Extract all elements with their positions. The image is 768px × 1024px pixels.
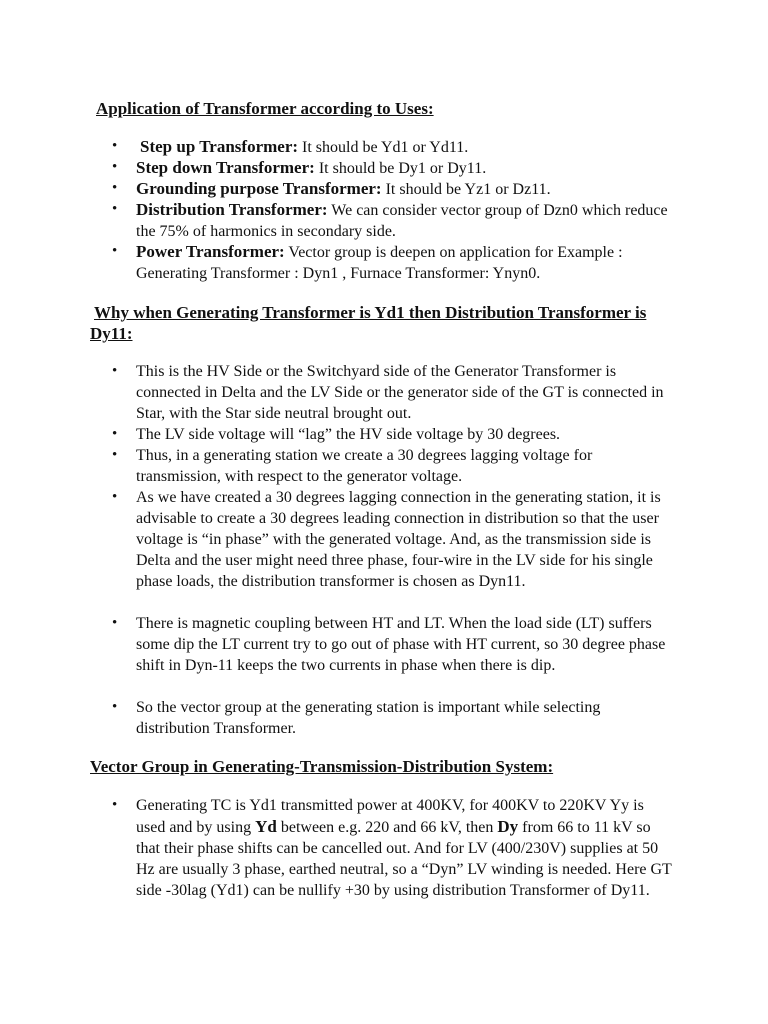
why-list <box>112 361 672 739</box>
list-item <box>112 136 672 157</box>
item-bold: Yd <box>255 817 277 836</box>
list-item <box>112 199 672 241</box>
item-text: Vector group is deepen on application for Example : Generating Transformer : Dyn1 , Furnace Transformer: Ynyn0. <box>136 244 623 282</box>
item-text: It should be Dy1 or Dy11. <box>314 160 487 177</box>
item-label: Power Transformer: <box>136 242 285 261</box>
list-item <box>112 241 672 283</box>
item-text-part: Generating TC is Yd1 transmitted power at 400KV, for 400KV to 220KV Yy is used and by using <box>136 797 644 836</box>
item-label: Grounding purpose Transformer: <box>136 179 382 198</box>
list-item: • This is the HV Side or the Switchyard side of the Generator Transformer is connected in Delta and the LV Side or the generator side of the GT is connected in Star, with the Star side neutral brought out. <box>112 361 672 424</box>
list-item: • As we have created a 30 degrees lagging connection in the generating station, it is advisable to create a 30 degrees leading connection in distribution so that the user voltage is “in phase” with the generated voltage. And, as the transmission side is Delta and the user might need three phase, four-wire in the LV side for his single phase loads, the distribution transformer is chosen as Dyn11. <box>112 487 672 613</box>
list-item <box>112 795 672 901</box>
item-text-part: from 66 to 11 kV so that their phase shifts can be cancelled out. And for LV (400/230V) supplies at 50 Hz are usually 3 phase, earthed neutral, so a “Dyn” LV winding is needed. Here GT side -30lag (Yd1) can be nullify +30 by using distribution Transformer of Dy11. <box>136 819 672 899</box>
applications-list <box>112 136 672 283</box>
item-text: It should be Yd1 or Yd11. <box>298 139 469 156</box>
item-bold: Dy <box>497 817 519 836</box>
list-item <box>112 178 672 199</box>
item-label: Step down Transformer: <box>136 158 315 177</box>
vector-group-list <box>112 795 672 901</box>
list-item <box>112 157 672 178</box>
item-label: Distribution Transformer: <box>136 200 328 219</box>
section-heading-why: Why when Generating Transformer is Yd1 then Distribution Transformer is Dy11: <box>90 303 647 343</box>
item-text-part: between e.g. 220 and 66 kV, then <box>276 819 498 836</box>
item-label: Step up Transformer: <box>140 137 299 156</box>
item-text: It should be Yz1 or Dz11. <box>381 181 551 198</box>
list-item: • So the vector group at the generating station is important while selecting distribution Transformer. <box>112 697 672 739</box>
item-text: We can consider vector group of Dzn0 which reduce the 75% of harmonics in secondary side. <box>136 202 668 240</box>
list-item: • Thus, in a generating station we create a 30 degrees lagging voltage for transmission, with respect to the generator voltage. <box>112 445 672 487</box>
section-heading-applications: Application of Transformer according to Uses: <box>96 99 434 118</box>
list-item: • There is magnetic coupling between HT and LT. When the load side (LT) suffers some dip the LT current try to go out of phase with HT current, so 30 degree phase shift in Dyn-11 keeps the two currents in phase when there is dip. <box>112 613 672 697</box>
section-heading-vector-group: Vector Group in Generating-Transmission-Distribution System: <box>90 757 554 776</box>
list-item: • The LV side voltage will “lag” the HV side voltage by 30 degrees. <box>112 424 672 445</box>
